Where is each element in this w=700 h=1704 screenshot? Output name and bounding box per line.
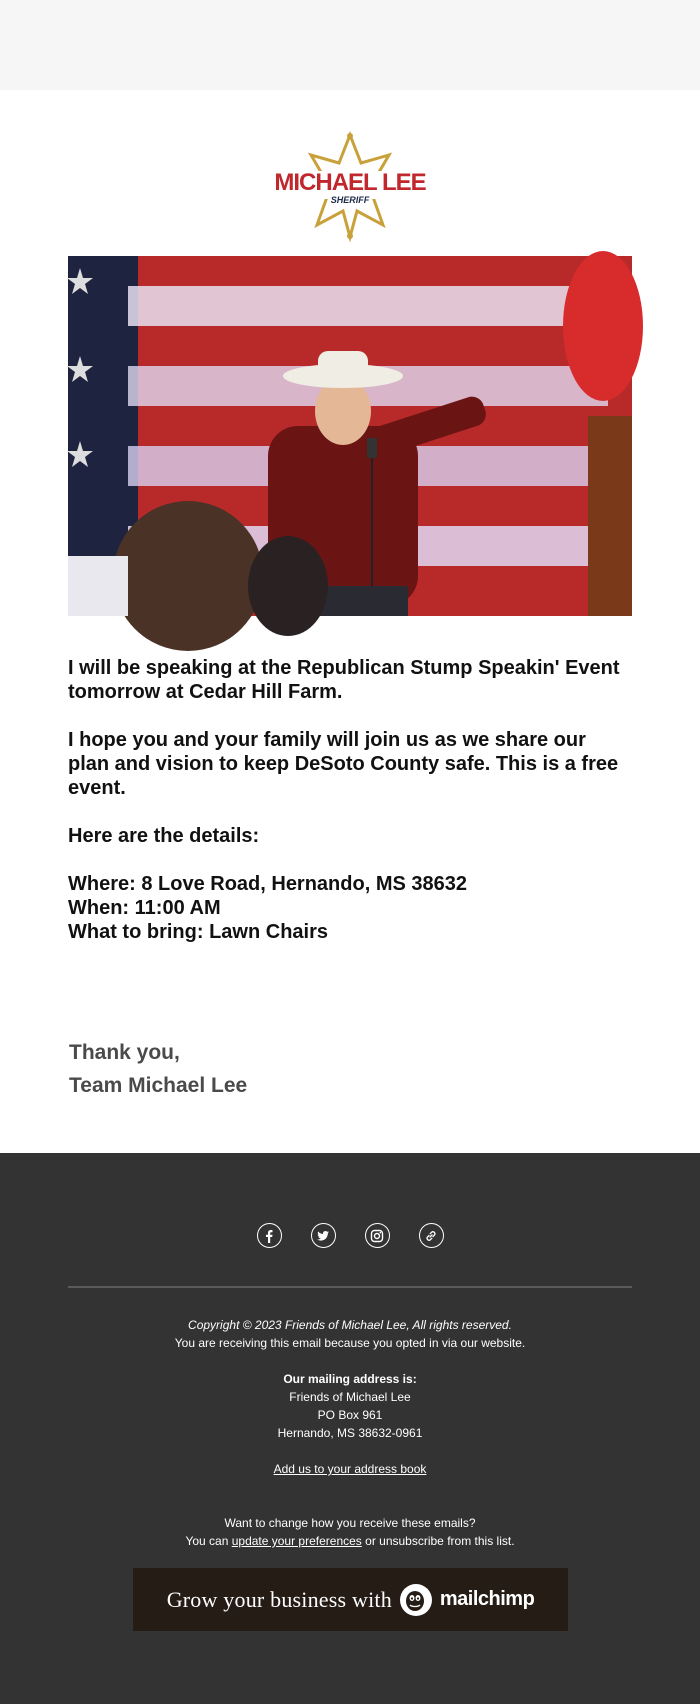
mailing-city: Hernando, MS 38632-0961: [277, 1426, 423, 1440]
footer-divider: [68, 1286, 632, 1288]
twitter-icon[interactable]: [311, 1223, 336, 1248]
badge-text: Grow your business with: [166, 1586, 392, 1612]
mailing-address-label: Our mailing address is:: [283, 1372, 417, 1386]
paragraph-intro: I will be speaking at the Republican Stump Speakin' Event tomorrow at Cedar Hill Farm.: [68, 657, 620, 703]
paragraph-invite: I hope you and your family will join us as we share our plan and vision to keep DeSoto County safe. This is a free event.: [68, 729, 619, 799]
copyright-text: Copyright © 2023 Friends of Michael Lee, All rights reserved.: [188, 1318, 512, 1332]
paragraph-details-heading: Here are the details:: [68, 825, 260, 847]
signoff-team: Team Michael Lee: [69, 1074, 248, 1097]
footer: [0, 1153, 700, 1704]
logo-subtitle: SHERIFF: [330, 195, 370, 205]
hero-image: [68, 256, 632, 616]
mailchimp-badge[interactable]: [133, 1568, 568, 1631]
signoff-thanks: Thank you,: [69, 1041, 180, 1064]
mailing-org: Friends of Michael Lee: [289, 1390, 411, 1404]
instagram-icon[interactable]: [365, 1223, 390, 1248]
link-icon[interactable]: [419, 1223, 444, 1248]
logo-name: MICHAEL LEE: [274, 169, 426, 196]
address-book-link[interactable]: Add us to your address book: [273, 1462, 427, 1476]
campaign-logo: [0, 133, 700, 239]
footer-info: [0, 1316, 700, 1550]
mailchimp-logo-icon: [398, 1582, 434, 1618]
social-links: [0, 1223, 700, 1248]
signoff: [69, 1036, 247, 1102]
email-body: [0, 90, 700, 1153]
detail-where: Where: 8 Love Road, Hernando, MS 38632: [68, 873, 467, 895]
mailing-po-box: PO Box 961: [317, 1408, 383, 1422]
preferences-prefix: You can: [185, 1534, 232, 1548]
update-preferences-link[interactable]: update your preferences: [231, 1534, 362, 1548]
opt-in-reason: You are receiving this email because you opted in via our website.: [174, 1336, 526, 1350]
detail-when: When: 11:00 AM: [68, 897, 221, 919]
change-question: Want to change how you receive these emails?: [224, 1516, 476, 1530]
preferences-line: [0, 1532, 700, 1550]
message-body: [68, 656, 632, 944]
detail-bring: What to bring: Lawn Chairs: [68, 921, 328, 943]
top-band: [0, 0, 700, 90]
badge-brand: mailchimp: [439, 1588, 535, 1610]
unsubscribe-text: or unsubscribe from this list.: [361, 1534, 515, 1548]
facebook-icon[interactable]: [257, 1223, 282, 1248]
